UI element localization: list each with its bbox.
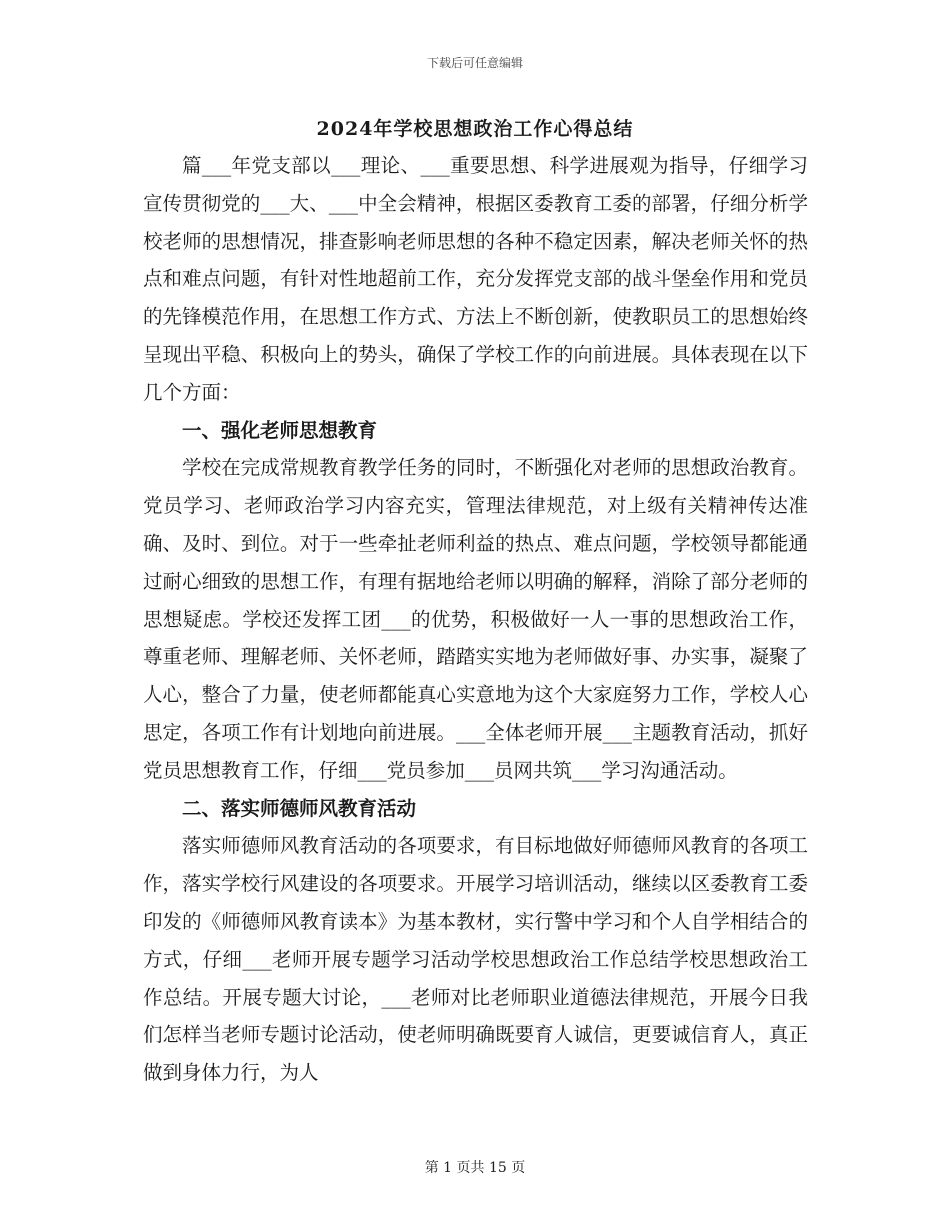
- page-footer-page-number: 第 1 页共 15 页: [424, 1160, 526, 1176]
- section-paragraph-1: 学校在完成常规教育教学任务的同时，不断强化对老师的思想政治教育。党员学习、老师政治学习内容充实，管理法律规范，对上级有关精神传达准确、及时、到位。对于一些牵扯老师利益的热点、难点问题，学校领导都能通过耐心细致的思想工作，有理有据地给老师以明确的解释，消除了部分老师的思想疑虑。学校还发挥工团___的优势，积极做好一人一事的思想政治工作，尊重老师、理解老师、关怀老师，踏踏实实地为老师做好事、办实事，凝聚了人心，整合了力量，使老师都能真心实意地为这个大家庭努力工作，学校人心思定，各项工作有计划地向前进展。___全体老师开展___主题教育活动，抓好党员思想教育工作，仔细___党员参加___员网共筑___学习沟通活动。: [143, 456, 808, 782]
- document-body: [143, 147, 808, 1092]
- document-title: 2024年学校思想政治工作心得总结: [316, 118, 634, 140]
- page-header-note: 下载后可任意编辑: [426, 56, 523, 70]
- section-heading-2: 二、落实师德师风教育活动: [182, 796, 417, 820]
- intro-paragraph: 篇___年党支部以___理论、___重要思想、科学进展观为指导，仔细学习宣传贯彻党的___大、___中全会精神，根据区委教育工委的部署，仔细分析学校老师的思想情况，排查影响老师思想的各种不稳定因素，解决老师关怀的热点和难点问题，有针对性地超前工作，充分发挥党支部的战斗堡垒作用和党员的先锋模范作用，在思想工作方式、方法上不断创新，使教职员工的思想始终呈现出平稳、积极向上的势头，确保了学校工作的向前进展。具体表现在以下几个方面：: [143, 154, 808, 404]
- section-paragraph-2: 落实师德师风教育活动的各项要求，有目标地做好师德师风教育的各项工作，落实学校行风建设的各项要求。开展学习培训活动，继续以区委教育工委印发的《师德师风教育读本》为基本教材，实行警中学习和个人自学相结合的方式，仔细___老师开展专题学习活动学校思想政治工作总结学校思想政治工作总结。开展专题大讨论，___老师对比老师职业道德法律规范，开展今日我们怎样当老师专题讨论活动，使老师明确既要育人诚信，更要诚信育人，真正做到身体力行，为人: [143, 834, 808, 1085]
- section-heading-1: 一、强化老师思想教育: [182, 418, 378, 442]
